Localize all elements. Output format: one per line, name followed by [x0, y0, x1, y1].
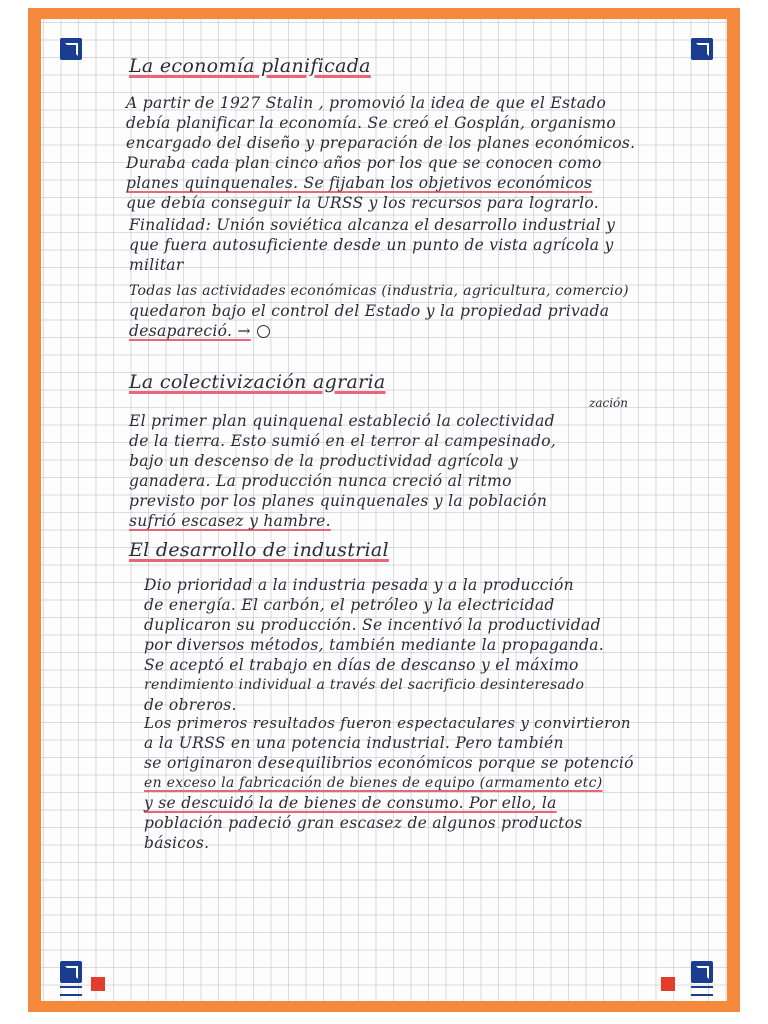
grid-paper	[41, 19, 727, 1001]
text-line: Los primeros resultados fueron espectaculares y convirtieron	[144, 714, 631, 732]
section-heading: La colectivización agraria	[129, 371, 386, 393]
text-line: Se aceptó el trabajo en días de descanso y el máximo	[144, 656, 579, 674]
section-heading: La economía planificada	[129, 55, 371, 77]
brand-logo-icon-bottom-left	[60, 961, 82, 983]
text-line: en exceso la fabricación de bienes de equipo (armamento etc)	[144, 775, 603, 791]
text-line	[129, 321, 629, 341]
brand-logo-icon-top-right	[691, 38, 713, 60]
text-line: Finalidad: Unión soviética alcanza el desarrollo industrial y	[129, 216, 616, 234]
text-line: se originaron desequilibrios económicos porque se potenció	[144, 754, 634, 772]
section-heading: El desarrollo de industrial	[129, 539, 389, 561]
text-line: sufrió escasez y hambre.	[129, 512, 331, 530]
brand-bars-icon-bottom-left	[60, 986, 82, 996]
paragraph	[126, 93, 635, 213]
red-square-icon-bottom-left	[91, 977, 105, 991]
text-line: encargado del diseño y preparación de los planes económicos.	[126, 134, 636, 152]
text-line: población padeció gran escasez de algunos productos	[144, 814, 583, 832]
text-line: A partir de 1927 Stalin , promovió la idea de que el Estado	[126, 94, 607, 112]
text-line: ganadera. La producción nunca creció al ritmo	[129, 472, 512, 490]
text-line: por diversos métodos, también mediante la propaganda.	[144, 636, 604, 654]
text-line: y se descuidó la de bienes de consumo. Por ello, la	[144, 794, 557, 812]
paragraph	[144, 575, 604, 715]
text-line: quedaron bajo el control del Estado y la propiedad privada	[129, 302, 610, 320]
text-line: básicos.	[144, 834, 210, 852]
paragraph	[129, 411, 556, 531]
text-line: de la tierra. Esto sumió en el terror al campesinado,	[129, 432, 557, 450]
text-line: previsto por los planes quinquenales y la población	[129, 492, 548, 510]
text-line: Dio prioridad a la industria pesada y a la producción	[144, 576, 574, 594]
text-line: militar	[129, 256, 184, 274]
text-line: debía planificar la economía. Se creó el Gosplán, organismo	[126, 114, 616, 132]
notebook-page-border	[28, 8, 740, 1012]
text-line: de obreros.	[144, 696, 237, 714]
text-line: Duraba cada plan cinco años por los que se conocen como	[126, 154, 602, 172]
insertion-note: zación	[589, 396, 628, 410]
red-square-icon-bottom-right	[661, 977, 675, 991]
text-line: que fuera autosuficiente desde un punto de vista agrícola y	[129, 236, 614, 254]
paragraph	[144, 713, 634, 853]
face-doodle-icon	[257, 325, 270, 338]
text-line: que debía conseguir la URSS y los recursos para lograrlo.	[126, 194, 599, 212]
paragraph	[129, 215, 615, 275]
text-line: rendimiento individual a través del sacrificio desinteresado	[144, 677, 585, 693]
text-line: El primer plan quinquenal estableció la colectividad	[129, 412, 555, 430]
brand-logo-icon-bottom-right	[691, 961, 713, 983]
text-line-content: desapareció. →	[129, 322, 251, 340]
text-line: de energía. El carbón, el petróleo y la electricidad	[144, 596, 555, 614]
paragraph	[129, 281, 629, 341]
text-line: bajo un descenso de la productividad agrícola y	[129, 452, 519, 470]
text-line: planes quinquenales. Se fijaban los objetivos económicos	[126, 174, 593, 192]
brand-logo-icon-top-left	[60, 38, 82, 60]
text-line: duplicaron su producción. Se incentivó la productividad	[144, 616, 601, 634]
text-line: Todas las actividades económicas (industria, agricultura, comercio)	[129, 283, 629, 299]
text-line: a la URSS en una potencia industrial. Pero también	[144, 734, 564, 752]
brand-bars-icon-bottom-right	[691, 986, 713, 996]
